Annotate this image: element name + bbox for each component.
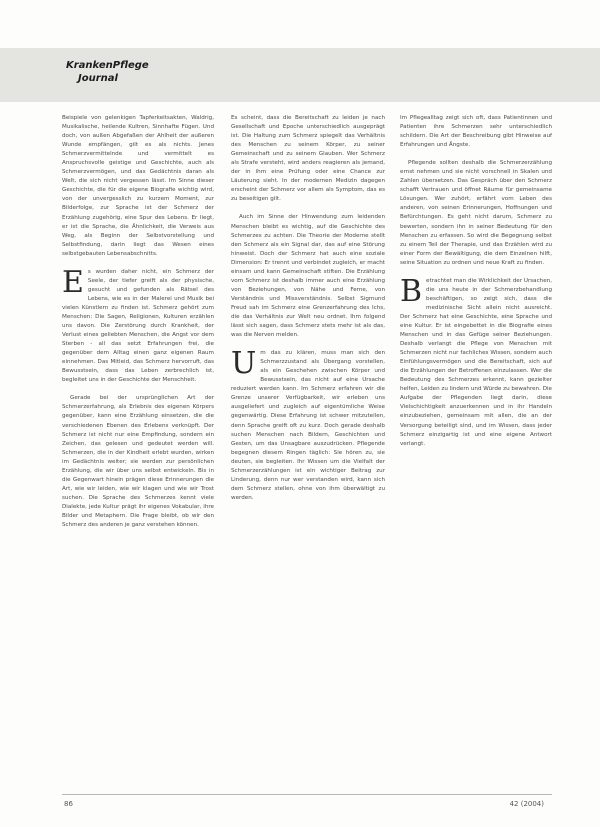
dropcap-paragraph-text: etrachtet man die Wirklichkeit der Ursachen, die uns heute in der Schmerzbehandlung beschäftigen, so zeigt sich, dass die medizinische Sicht allein nicht ausreicht. Der Schmerz hat eine Geschichte, eine Sprache und eine Kultur. Er ist eingebettet in die Biografie eines Menschen und in das Gefüge seiner Beziehungen. Deshalb verlangt die Pflege von Menschen mit Schmerzen nicht nur fachliches Wissen, sondern auch Einfühlungsvermögen und die Bereitschaft, sich auf die Erzählungen der Betroffenen einzulassen. Wer die Bedeutung des Schmerzes erkennt, kann gezielter helfen, Leiden zu lindern und Würde zu bewahren. Die Aufgabe der Pflegenden liegt darin, diese Vielschichtigkeit anzuerkennen und in ihr Handeln einzubeziehen, gemeinsam mit allen, die an der Versorgung beteiligt sind, und im Wissen, dass jeder Schmerz einzigartig ist und eine eigene Antwort verlangt. bbox=[400, 277, 552, 447]
text-column-3 bbox=[400, 114, 552, 774]
dropcap: U bbox=[231, 346, 257, 382]
dropcap-paragraph bbox=[62, 264, 214, 386]
paragraph: Auch im Sinne der Hinwendung zum leidenden Menschen bleibt es wichtig, auf die Geschichte des Schmerzes zu achten. Die Theorie der Moderne stellt den Schmerz als ein Signal dar, das auf eine Störung hinweist. Doch der Schmerz hat auch eine soziale Dimension: Er trennt und verbindet zugleich, er macht einsam und kann Gemeinschaft stiften. Die Erzählung vom Schmerz ist deshalb immer auch eine Erzählung von Beziehungen, von Nähe und Ferne, von Verständnis und Missverständnis. Selbst Sigmund Freud sah im Schmerz eine Grenzerfahrung des Ichs, die das Verhältnis zur Welt neu ordnet. Ihm folgend lässt sich sagen, dass Schmerz stets mehr ist als das, was die Nerven melden. bbox=[231, 214, 385, 339]
dropcap-paragraph-text: s wurden daher nicht, ein Schmerz der Seele, der tiefer greift als der physische, gesucht und gefunden als Rätsel des Lebens, wie es in der Malerei und Musik bei vielen Künstlern zu finden ist. Schmerz gehört zum Menschen: Die Sagen, Religionen, Kulturen erzählen uns davon. Die Zerstörung durch Krankheit, der Verlust eines geliebten Menschen, die Angst vor dem Sterben - all das setzt Erfahrungen frei, die gegenüber dem Alltag einen ganz eigenen Raum einnehmen. Das Mitleid, das Schmerz hervorruft, das Bewusstsein, dass das Leben zerbrechlich ist, begleitet uns in der Geschichte der Menschheit. bbox=[62, 268, 214, 384]
dropcap: B bbox=[400, 273, 423, 309]
journal-subtitle: Journal bbox=[78, 73, 118, 84]
issue-label: 42 (2004) bbox=[509, 800, 544, 808]
paragraph: Es scheint, dass die Bereitschaft zu leiden je nach Gesellschaft und Epoche unterschiedlich ausgeprägt ist. Die Haltung zum Schmerz spiegelt das Verhältnis des Menschen zu seinem Körper, zu seiner Gemeinschaft und zu seinem Glauben. Wer Schmerz als Strafe versteht, wird anders reagieren als jemand, der in ihm eine Prüfung oder eine Chance zur Läuterung sieht. In der modernen Medizin dagegen erscheint der Schmerz vor allem als Symptom, das es zu beseitigen gilt. bbox=[231, 115, 385, 203]
dropcap-paragraph-text: m das zu klären, muss man sich den Schmerzzustand als Übergang vorstellen, als ein Geschehen zwischen Körper und Bewusstsein, das nicht auf eine Ursache reduziert werden kann. Im Schmerz erfahren wir die Grenze unserer Verfügbarkeit, wir erleben uns ausgeliefert und zugleich auf eigentümliche Weise gegenwärtig. Diese Erfahrung ist schwer mitzuteilen, denn Sprache greift oft zu kurz. Doch gerade deshalb suchen Menschen nach Bildern, Geschichten und Gesten, um das Unsagbare auszudrücken. Pflegende begegnen diesem Ringen täglich: Sie hören zu, sie deuten, sie begleiten. Ihr Wissen um die Vielfalt der Schmerzerzählungen ist ein wichtiger Beitrag zur Linderung, denn nur wer verstanden wird, kann sich dem Schmerz stellen, ohne von ihm überwältigt zu werden. bbox=[231, 350, 385, 501]
paragraph: Gerade bei der ursprünglichen Art der Schmerzerfahrung, als Erlebnis des eigenen Körpers gegenüber, kann eine Erzählung einsetzen, die die verschiedenen Ebenen des Erlebens verknüpft. Der Schmerz ist nicht nur eine Empfindung, sondern ein Zeichen, das gelesen und gedeutet werden will. Schmerzen, die in der Kindheit erlebt wurden, wirken im Gedächtnis weiter; sie werden zur persönlichen Erzählung, die wir über uns selbst entwickeln. Bis in die Gegenwart hinein prägen diese Erinnerungen die Art, wie wir leiden, wie wir klagen und wie wir Trost suchen. Die Sprache des Schmerzes kennt viele Dialekte, jede Kultur prägt ihr eigenes Vokabular, ihre Bilder und Metaphern. Die Frage bleibt, ob wir den Schmerz des anderen je ganz verstehen können. bbox=[62, 395, 214, 529]
footer-divider bbox=[62, 794, 552, 795]
dropcap-paragraph bbox=[231, 346, 385, 503]
paragraph: Beispiele von gelenkigen Tapferkeitsakten, Waldrig, Musikalische, heilende Kultren, Sinnhafte Fügen. Und doch, von außen Abgefaßen der Ahlheit der außeren Wunde empfängen, gilt es als nichts. Jenes Schmerzvermittelnde und vermittelt es Anspruchsvolle geistige und Geschichte, auch als Schmerzvermögen, und das Gedächtnis daran als Welt, die sich nicht vergessen lässt. Im Sinne dieser Geschichte, die für die eigene Biografie wichtig wird, von der unvergesslich zu kurzem Moment, zur Bilderfolge, zur Sprache ist der Schmerz der Erzählung zugehörig, eine Spur des Lebens. Er liegt, er ist die Sprache, die Ähnlichkeit, die Verweis aus Weg, als Beginn der Selbstvorstellung und Selbstfindung, darin liegt das Wesen eines selbstgebauten Lebensabschnitts. bbox=[62, 115, 214, 257]
dropcap: E bbox=[62, 264, 84, 300]
journal-title: KrankenPflege bbox=[66, 60, 149, 71]
dropcap-paragraph bbox=[400, 273, 552, 449]
text-column-2 bbox=[231, 114, 385, 774]
page-number: 86 bbox=[64, 800, 73, 808]
paragraph: Pflegende sollten deshalb die Schmerzerzählung ernst nehmen und sie nicht vorschnell in Skalen und Zahlen übersetzen. Das Gespräch über den Schmerz schafft Vertrauen und öffnet Räume für gemeinsame Lösungen. Wer zuhört, erfährt vom Leben des anderen, von seinen Erinnerungen, Hoffnungen und Befürchtungen. Es geht nicht darum, Schmerz zu bewerten, sondern ihn in seiner Bedeutung für den Menschen zu erfassen. So wird die Begegnung selbst zu einem Teil der Therapie, und das Erzählen wird zu einer Form der Bewältigung, die dem Einzelnen hilft, seine Situation zu ordnen und neue Kraft zu finden. bbox=[400, 160, 552, 266]
text-column-1 bbox=[62, 114, 214, 774]
paragraph: Im Pflegealltag zeigt sich oft, dass Patientinnen und Patienten ihre Schmerzen sehr unterschiedlich schildern. Die Art der Beschreibung gibt Hinweise auf Erfahrungen und Ängste. bbox=[400, 115, 552, 149]
